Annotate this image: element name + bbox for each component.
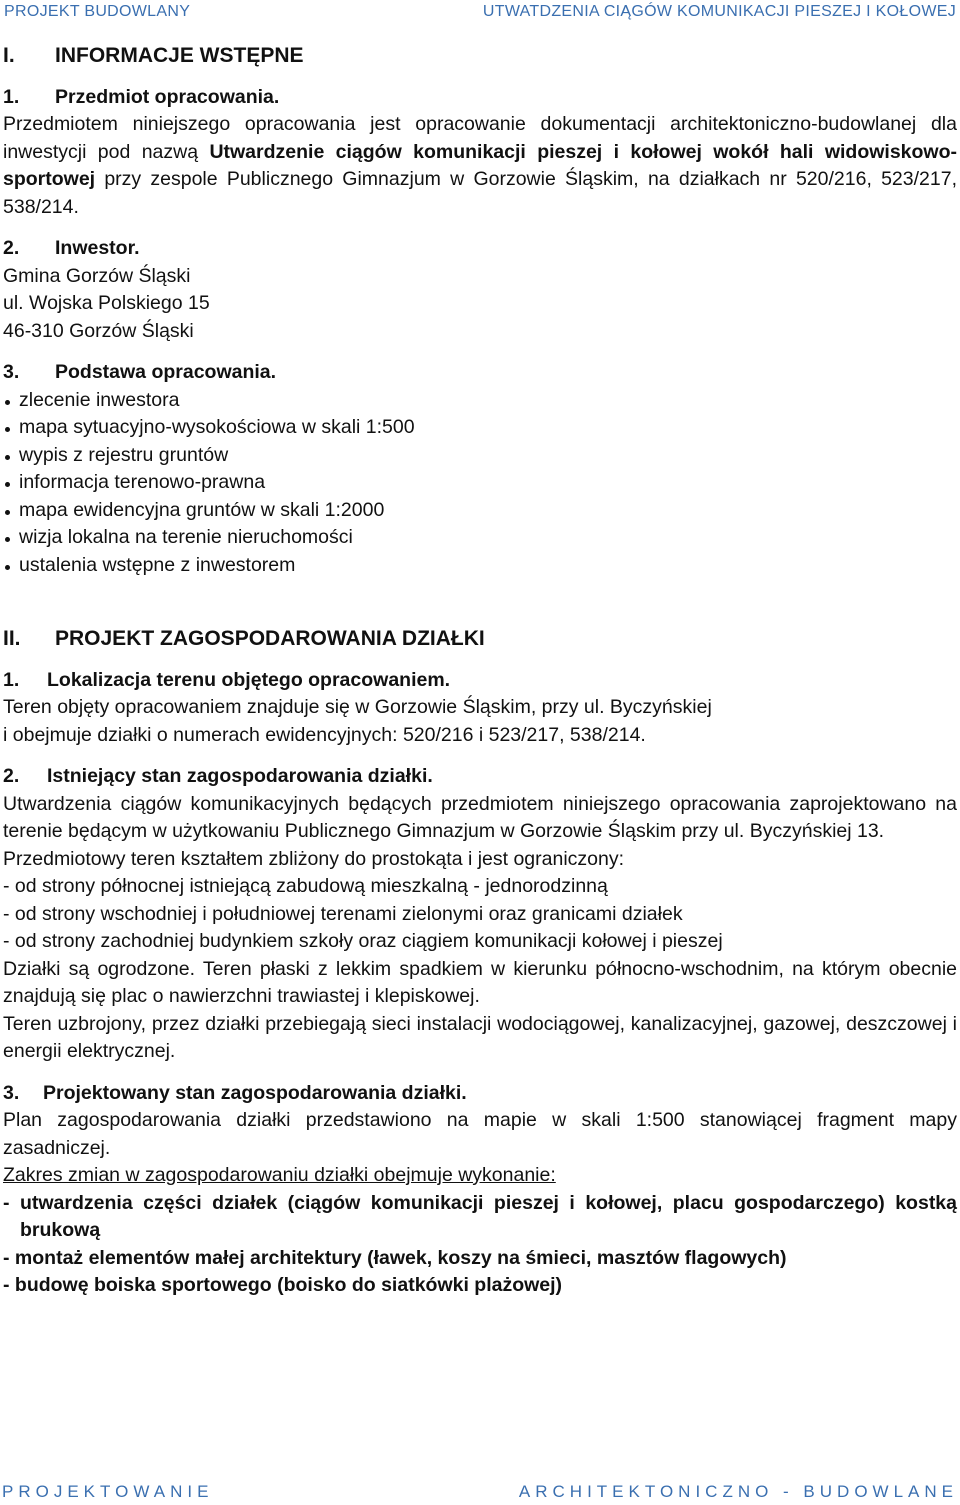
subsection-2-2-heading: [3, 763, 957, 791]
investor-street: ul. Wojska Polskiego 15: [3, 292, 210, 314]
subsection-number: 1.: [3, 668, 20, 691]
document-body: [3, 42, 957, 1300]
section-1-heading: [3, 42, 957, 70]
subsection-1-3-heading: [3, 359, 957, 387]
list-item: mapa ewidencyjna gruntów w skali 1:2000: [3, 497, 957, 525]
investor-city: 46-310 Gorzów Śląski: [3, 319, 194, 342]
location-line-2: i obejmuje działki o numerach ewidencyjnych: 520/216 i 523/217, 538/214.: [3, 723, 646, 746]
section-2-title: PROJEKT ZAGOSPODAROWANIA DZIAŁKI: [55, 627, 485, 650]
boundary-intro: Przedmiotowy teren kształtem zbliżony do prostokąta i jest ograniczony:: [3, 847, 625, 870]
list-item: ustalenia wstępne z inwestorem: [3, 552, 957, 580]
header-right-text: UTWATDZENIA CIĄGÓW KOMUNIKACJI PIESZEJ I KOŁOWEJ: [482, 3, 956, 20]
subsection-title: Przedmiot opracowania.: [55, 85, 280, 108]
page-header: [0, 3, 960, 25]
scope-item: - montaż elementów małej architektury (ławek, koszy na śmieci, masztów flagowych): [3, 1246, 787, 1269]
list-item: mapa sytuacyjno-wysokościowa w skali 1:500: [3, 414, 957, 442]
subsection-title: Lokalizacja terenu objętego opracowaniem.: [47, 668, 451, 691]
list-item: informacja terenowo-prawna: [3, 469, 957, 497]
footer-left-text: PROJEKTOWANIE: [2, 1482, 214, 1501]
subsection-number: 2.: [3, 765, 20, 787]
boundary-east-south: - od strony wschodniej i południowej terenami zielonymi oraz granicami działek: [3, 902, 683, 925]
subsection-title: Podstawa opracowania.: [55, 361, 277, 383]
section-2-number: II.: [3, 627, 21, 650]
list-item: wypis z rejestru gruntów: [3, 442, 957, 470]
subsection-1-2-heading: [3, 235, 957, 263]
investor-name: Gmina Gorzów Śląski: [3, 264, 191, 287]
boundary-west: - od strony zachodniej budynkiem szkoły oraz ciągiem komunikacji kołowej i pieszej: [3, 930, 723, 952]
location-line-1: Teren objęty opracowaniem znajduje się w Gorzowie Śląskim, przy ul. Byczyńskiej: [3, 696, 712, 718]
list-item: wizja lokalna na terenie nieruchomości: [3, 524, 957, 552]
scope-item: - utwardzenia części działek (ciągów komunikacji pieszej i kołowej, placu gospodarczego) kostką brukową: [3, 1191, 957, 1241]
subsection-1-1-heading: [3, 84, 957, 112]
header-left-text: PROJEKT BUDOWLANY: [4, 3, 191, 20]
page-footer: [0, 1482, 960, 1504]
investment-name: Utwardzenie ciągów komunikacji pieszej i kołowej wokół hali widowiskowo-sportowej: [3, 140, 957, 190]
section-2-heading: [3, 625, 957, 653]
subsection-number: 2.: [3, 237, 20, 259]
utilities-paragraph: Teren uzbrojony, przez działki przebiegają sieci instalacji wodociągowej, kanalizacyjnej, gazowej, deszczowej i energii elektrycznej.: [3, 1012, 957, 1062]
subsection-number: 1.: [3, 85, 20, 108]
scope-item: - budowę boiska sportowego (boisko do siatkówki plażowej): [3, 1274, 563, 1296]
subject-paragraph: Przedmiotem niniejszego opracowania jest opracowanie dokumentacji architektoniczno-budowlanej dla inwestycji pod nazwą Utwardzenie ciągów komunikacji pieszej i kołowej wokół hali widowiskowo-sportowej przy zespole Publicznego Gimnazjum w Gorzowie Śląskim, na działkach nr 520/216, 523/217, 538/214.: [3, 113, 957, 218]
subsection-2-1-heading: [3, 667, 957, 695]
subsection-title: Inwestor.: [55, 237, 140, 259]
subsection-title: Istniejący stan zagospodarowania działki.: [47, 765, 433, 787]
scope-heading: Zakres zmian w zagospodarowaniu działki obejmuje wykonanie:: [3, 1164, 556, 1186]
terrain-paragraph: Działki są ogrodzone. Teren płaski z lekkim spadkiem w kierunku północno-wschodnim, na którym obecnie znajdują się plac o nawierzchni trawiastej i klepiskowej.: [3, 957, 957, 1007]
list-item: zlecenie inwestora: [3, 387, 957, 415]
subsection-number: 3.: [3, 361, 20, 383]
plan-paragraph: Plan zagospodarowania działki przedstawiono na mapie w skali 1:500 stanowiącej fragment mapy zasadniczej.: [3, 1109, 957, 1159]
footer-right-text: ARCHITEKTONICZNO - BUDOWLANE: [518, 1482, 958, 1501]
section-1-title: INFORMACJE WSTĘPNE: [55, 44, 304, 67]
existing-state-paragraph: Utwardzenia ciągów komunikacyjnych będących przedmiotem niniejszego opracowania zaprojektowano na terenie będącym w użytkowaniu Publicznego Gimnazjum w Gorzowie Śląskim przy ul. Byczyńskiej 13.: [3, 792, 957, 842]
subsection-number: 3.: [3, 1081, 20, 1104]
subsection-2-3-heading: [3, 1080, 957, 1108]
subsection-title: Projektowany stan zagospodarowania działki.: [43, 1081, 467, 1104]
boundary-north: - od strony północnej istniejącą zabudową mieszkalną - jednorodzinną: [3, 875, 608, 897]
basis-list: [3, 387, 957, 580]
section-1-number: I.: [3, 44, 15, 67]
